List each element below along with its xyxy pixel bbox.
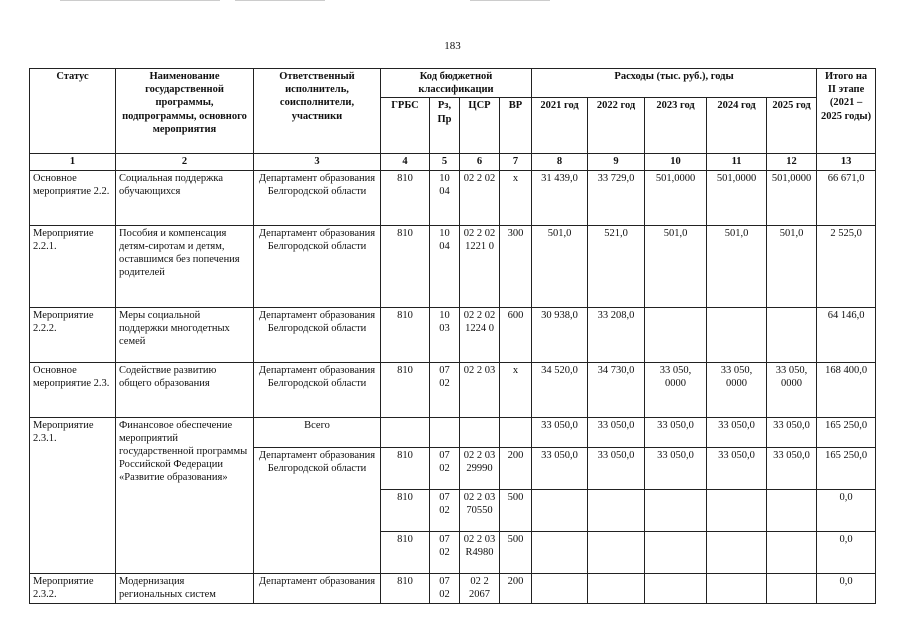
value-2024 (707, 573, 767, 603)
csr-cell: 02 2 02 (460, 170, 500, 225)
table-row (30, 573, 876, 603)
csr-cell: 02 2 02 1224 0 (460, 307, 500, 362)
value-2024: 33 050,0 (707, 417, 767, 447)
csr-cell: 02 2 02 1221 0 (460, 225, 500, 307)
csr-cell: 02 2 03 (460, 362, 500, 417)
name-cell: Модернизация региональных систем (116, 573, 254, 603)
value-2025 (767, 573, 817, 603)
column-index: 7 (500, 154, 532, 170)
value-2021: 31 439,0 (532, 170, 588, 225)
column-index: 1 (30, 154, 116, 170)
vr-cell (500, 417, 532, 447)
value-2021 (532, 489, 588, 531)
scan-artifact-line (60, 0, 220, 1)
value-2022: 33 050,0 (588, 447, 645, 489)
value-2025: 501,0 (767, 225, 817, 307)
grbs-cell: 810 (381, 170, 430, 225)
value-total: 0,0 (817, 531, 876, 573)
value-total: 2 525,0 (817, 225, 876, 307)
value-2023: 33 050, 0000 (645, 362, 707, 417)
responsible-cell: Департамент образования Белгородской области (254, 362, 381, 417)
header-responsible: Ответственный исполнитель, соисполнители, участники (254, 69, 381, 154)
value-2021: 34 520,0 (532, 362, 588, 417)
name-cell: Содействие развитию общего образования (116, 362, 254, 417)
grbs-cell: 810 (381, 573, 430, 603)
rz-cell: 07 02 (430, 573, 460, 603)
vr-cell: 200 (500, 447, 532, 489)
table-row (30, 362, 876, 417)
column-index: 13 (817, 154, 876, 170)
rz-cell: 07 02 (430, 531, 460, 573)
value-2025 (767, 307, 817, 362)
header-2023: 2023 год (645, 98, 707, 154)
column-index: 4 (381, 154, 430, 170)
column-index: 9 (588, 154, 645, 170)
value-total: 0,0 (817, 573, 876, 603)
responsible-cell: Департамент образования Белгородской области (254, 447, 381, 573)
rz-cell: 10 04 (430, 170, 460, 225)
value-2021 (532, 531, 588, 573)
value-2022: 34 730,0 (588, 362, 645, 417)
value-2024 (707, 531, 767, 573)
budget-table (29, 68, 876, 604)
header-csr: ЦСР (460, 98, 500, 154)
rz-cell: 10 03 (430, 307, 460, 362)
column-index: 6 (460, 154, 500, 170)
column-index: 10 (645, 154, 707, 170)
header-2025: 2025 год (767, 98, 817, 154)
value-total: 64 146,0 (817, 307, 876, 362)
column-index-row (30, 154, 876, 170)
value-2024 (707, 307, 767, 362)
header-2024: 2024 год (707, 98, 767, 154)
rz-cell: 07 02 (430, 489, 460, 531)
grbs-cell (381, 417, 430, 447)
rz-cell: 07 02 (430, 362, 460, 417)
responsible-cell: Департамент образования Белгородской области (254, 170, 381, 225)
header-row (30, 69, 876, 98)
responsible-cell: Департамент образования (254, 573, 381, 603)
vr-cell: 300 (500, 225, 532, 307)
column-index: 12 (767, 154, 817, 170)
value-2025 (767, 489, 817, 531)
header-vr: ВР (500, 98, 532, 154)
value-total: 165 250,0 (817, 417, 876, 447)
grbs-cell: 810 (381, 531, 430, 573)
value-2024: 33 050, 0000 (707, 362, 767, 417)
status-cell: Основное мероприятие 2.3. (30, 362, 116, 417)
column-index: 5 (430, 154, 460, 170)
value-2022: 521,0 (588, 225, 645, 307)
header-total: Итого на II этапе (2021 – 2025 годы) (817, 69, 876, 154)
status-cell: Мероприятие 2.2.1. (30, 225, 116, 307)
rz-cell (430, 417, 460, 447)
vr-cell: 500 (500, 531, 532, 573)
value-2021: 501,0 (532, 225, 588, 307)
value-2023 (645, 531, 707, 573)
vr-cell: 500 (500, 489, 532, 531)
value-2021: 30 938,0 (532, 307, 588, 362)
rz-cell: 10 04 (430, 225, 460, 307)
value-total: 168 400,0 (817, 362, 876, 417)
table-row (30, 307, 876, 362)
column-index: 8 (532, 154, 588, 170)
rz-cell: 07 02 (430, 447, 460, 489)
grbs-cell: 810 (381, 489, 430, 531)
value-2023 (645, 307, 707, 362)
status-cell: Мероприятие 2.3.1. (30, 417, 116, 573)
value-total: 165 250,0 (817, 447, 876, 489)
value-2023: 501,0 (645, 225, 707, 307)
value-2021: 33 050,0 (532, 447, 588, 489)
column-index: 11 (707, 154, 767, 170)
value-2022 (588, 489, 645, 531)
header-budget-code: Код бюджетной классификации (381, 69, 532, 98)
header-grbs: ГРБС (381, 98, 430, 154)
grbs-cell: 810 (381, 447, 430, 489)
value-2025: 33 050, 0000 (767, 362, 817, 417)
header-rz-pr: Рз, Пр (430, 98, 460, 154)
value-2023: 33 050,0 (645, 447, 707, 489)
status-cell: Мероприятие 2.2.2. (30, 307, 116, 362)
status-cell: Мероприятие 2.3.2. (30, 573, 116, 603)
responsible-cell: Департамент образования Белгородской области (254, 225, 381, 307)
table-row (30, 417, 876, 447)
responsible-cell: Всего (254, 417, 381, 447)
value-2021 (532, 573, 588, 603)
value-2022: 33 050,0 (588, 417, 645, 447)
grbs-cell: 810 (381, 307, 430, 362)
status-cell: Основное мероприятие 2.2. (30, 170, 116, 225)
vr-cell: х (500, 170, 532, 225)
value-2025: 501,0000 (767, 170, 817, 225)
value-2024: 501,0 (707, 225, 767, 307)
csr-cell: 02 2 2067 (460, 573, 500, 603)
page-number: 183 (444, 40, 461, 52)
column-index: 2 (116, 154, 254, 170)
vr-cell: х (500, 362, 532, 417)
value-2024 (707, 489, 767, 531)
responsible-cell: Департамент образования Белгородской области (254, 307, 381, 362)
csr-cell: 02 2 03 29990 (460, 447, 500, 489)
csr-cell: 02 2 03 70550 (460, 489, 500, 531)
value-2022 (588, 573, 645, 603)
value-2023: 33 050,0 (645, 417, 707, 447)
value-2025 (767, 531, 817, 573)
header-expenses: Расходы (тыс. руб.), годы (532, 69, 817, 98)
header-status: Статус (30, 69, 116, 154)
value-2025: 33 050,0 (767, 417, 817, 447)
value-2023 (645, 489, 707, 531)
value-2025: 33 050,0 (767, 447, 817, 489)
name-cell: Финансовое обеспечение мероприятий государственной программы Российской Федерации «Развитие образования» (116, 417, 254, 573)
value-2023 (645, 573, 707, 603)
scan-artifact-line (470, 0, 550, 1)
header-2022: 2022 год (588, 98, 645, 154)
name-cell: Социальная поддержка обучающихся (116, 170, 254, 225)
name-cell: Пособия и компенсация детям-сиротам и детям, оставшимся без попечения родителей (116, 225, 254, 307)
vr-cell: 200 (500, 573, 532, 603)
header-program: Наименование государственной программы, подпрограммы, основного мероприятия (116, 69, 254, 154)
csr-cell: 02 2 03 R4980 (460, 531, 500, 573)
scan-artifact-line (235, 0, 325, 1)
grbs-cell: 810 (381, 362, 430, 417)
table-row (30, 170, 876, 225)
name-cell: Меры социальной поддержки многодетных семей (116, 307, 254, 362)
column-index: 3 (254, 154, 381, 170)
grbs-cell: 810 (381, 225, 430, 307)
value-2023: 501,0000 (645, 170, 707, 225)
value-2021: 33 050,0 (532, 417, 588, 447)
value-total: 66 671,0 (817, 170, 876, 225)
csr-cell (460, 417, 500, 447)
value-2024: 501,0000 (707, 170, 767, 225)
value-2024: 33 050,0 (707, 447, 767, 489)
value-2022: 33 208,0 (588, 307, 645, 362)
value-total: 0,0 (817, 489, 876, 531)
value-2022: 33 729,0 (588, 170, 645, 225)
value-2022 (588, 531, 645, 573)
table-row (30, 225, 876, 307)
vr-cell: 600 (500, 307, 532, 362)
header-2021: 2021 год (532, 98, 588, 154)
